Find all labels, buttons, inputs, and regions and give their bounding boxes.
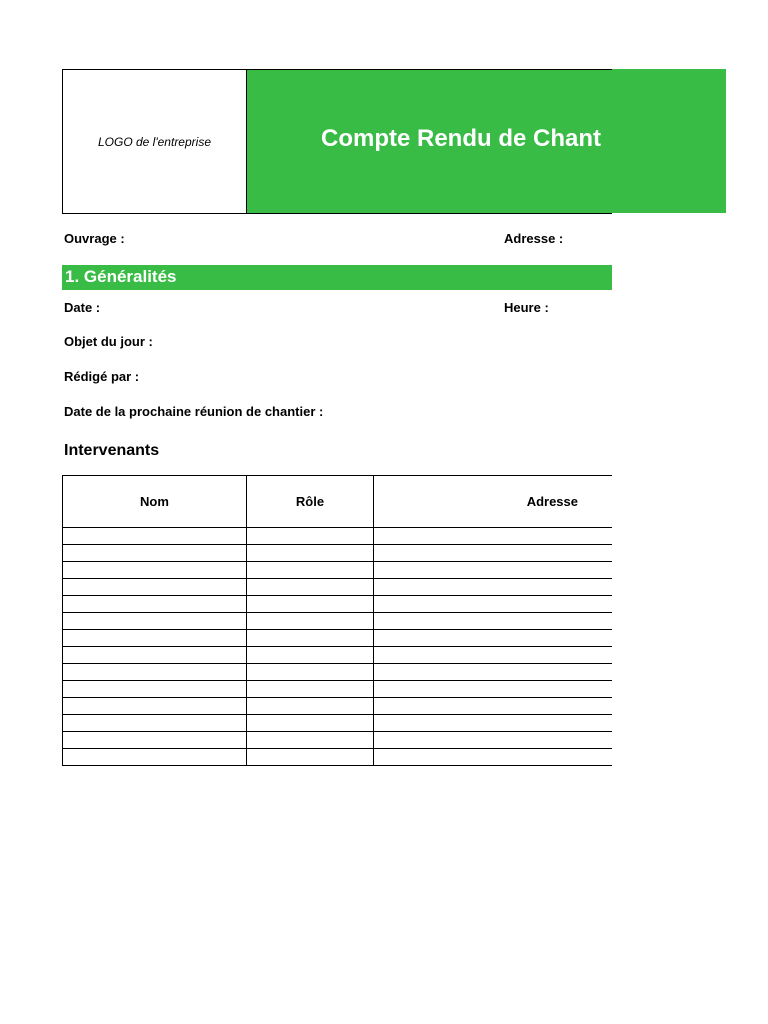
table-cell-role[interactable]	[247, 596, 374, 613]
column-header-adresse: Adresse	[374, 476, 613, 528]
table-cell-role[interactable]	[247, 545, 374, 562]
table-row	[63, 545, 613, 562]
table-row	[63, 749, 613, 766]
table-cell-role[interactable]	[247, 647, 374, 664]
table-row	[63, 528, 613, 545]
table-cell-adresse[interactable]	[374, 545, 613, 562]
table-cell-adresse[interactable]	[374, 528, 613, 545]
title-band-extension	[612, 69, 726, 213]
table-cell-nom[interactable]	[63, 579, 247, 596]
table-cell-role[interactable]	[247, 528, 374, 545]
intervenants-table	[62, 475, 612, 766]
table-row	[63, 698, 613, 715]
table-cell-nom[interactable]	[63, 596, 247, 613]
logo-placeholder-text: LOGO de l'entreprise	[97, 134, 211, 149]
document-title: Compte Rendu de Chant	[321, 125, 601, 152]
table-cell-role[interactable]	[247, 749, 374, 766]
field-objet-label: Objet du jour :	[64, 334, 153, 349]
intervenants-heading: Intervenants	[64, 442, 160, 459]
table-cell-nom[interactable]	[63, 664, 247, 681]
table-cell-role[interactable]	[247, 613, 374, 630]
table-cell-nom[interactable]	[63, 698, 247, 715]
table-cell-role[interactable]	[247, 698, 374, 715]
table-cell-adresse[interactable]	[374, 664, 613, 681]
table-header-row	[63, 476, 613, 528]
table-cell-adresse[interactable]	[374, 698, 613, 715]
table-row	[63, 647, 613, 664]
table-cell-adresse[interactable]	[374, 681, 613, 698]
table-row	[63, 596, 613, 613]
table-cell-role[interactable]	[247, 562, 374, 579]
column-header-nom: Nom	[63, 476, 247, 528]
table-cell-nom[interactable]	[63, 630, 247, 647]
table-row	[63, 664, 613, 681]
table-cell-adresse[interactable]	[374, 749, 613, 766]
field-heure-label: Heure :	[504, 300, 549, 315]
company-logo-placeholder	[62, 69, 247, 214]
table-cell-adresse[interactable]	[374, 647, 613, 664]
table-cell-nom[interactable]	[63, 681, 247, 698]
table-cell-adresse[interactable]	[374, 596, 613, 613]
field-ouvrage-label: Ouvrage :	[64, 231, 125, 246]
table-row	[63, 715, 613, 732]
table-cell-role[interactable]	[247, 664, 374, 681]
table-row	[63, 630, 613, 647]
column-header-role: Rôle	[247, 476, 374, 528]
table-cell-nom[interactable]	[63, 562, 247, 579]
table-cell-nom[interactable]	[63, 732, 247, 749]
field-prochaine-reunion-label: Date de la prochaine réunion de chantier :	[64, 404, 324, 419]
table-cell-nom[interactable]	[63, 545, 247, 562]
section-header-generalites	[62, 265, 612, 290]
field-adresse-label: Adresse :	[504, 231, 564, 246]
table-row	[63, 562, 613, 579]
table-row	[63, 732, 613, 749]
table-cell-role[interactable]	[247, 630, 374, 647]
table-row	[63, 613, 613, 630]
field-date-label: Date :	[64, 300, 101, 315]
table-cell-role[interactable]	[247, 579, 374, 596]
table-row	[63, 579, 613, 596]
table-cell-nom[interactable]	[63, 613, 247, 630]
table-row	[63, 681, 613, 698]
field-redige-label: Rédigé par :	[64, 369, 140, 384]
title-band	[247, 69, 612, 214]
table-cell-role[interactable]	[247, 681, 374, 698]
table-cell-role[interactable]	[247, 732, 374, 749]
table-cell-adresse[interactable]	[374, 579, 613, 596]
table-cell-adresse[interactable]	[374, 613, 613, 630]
table-body	[63, 528, 613, 766]
table-cell-nom[interactable]	[63, 647, 247, 664]
table-cell-adresse[interactable]	[374, 630, 613, 647]
table-cell-nom[interactable]	[63, 528, 247, 545]
table-cell-adresse[interactable]	[374, 715, 613, 732]
table-cell-adresse[interactable]	[374, 732, 613, 749]
table-cell-adresse[interactable]	[374, 562, 613, 579]
table-cell-nom[interactable]	[63, 715, 247, 732]
section-title: 1. Généralités	[65, 267, 177, 286]
table-cell-role[interactable]	[247, 715, 374, 732]
table-cell-nom[interactable]	[63, 749, 247, 766]
